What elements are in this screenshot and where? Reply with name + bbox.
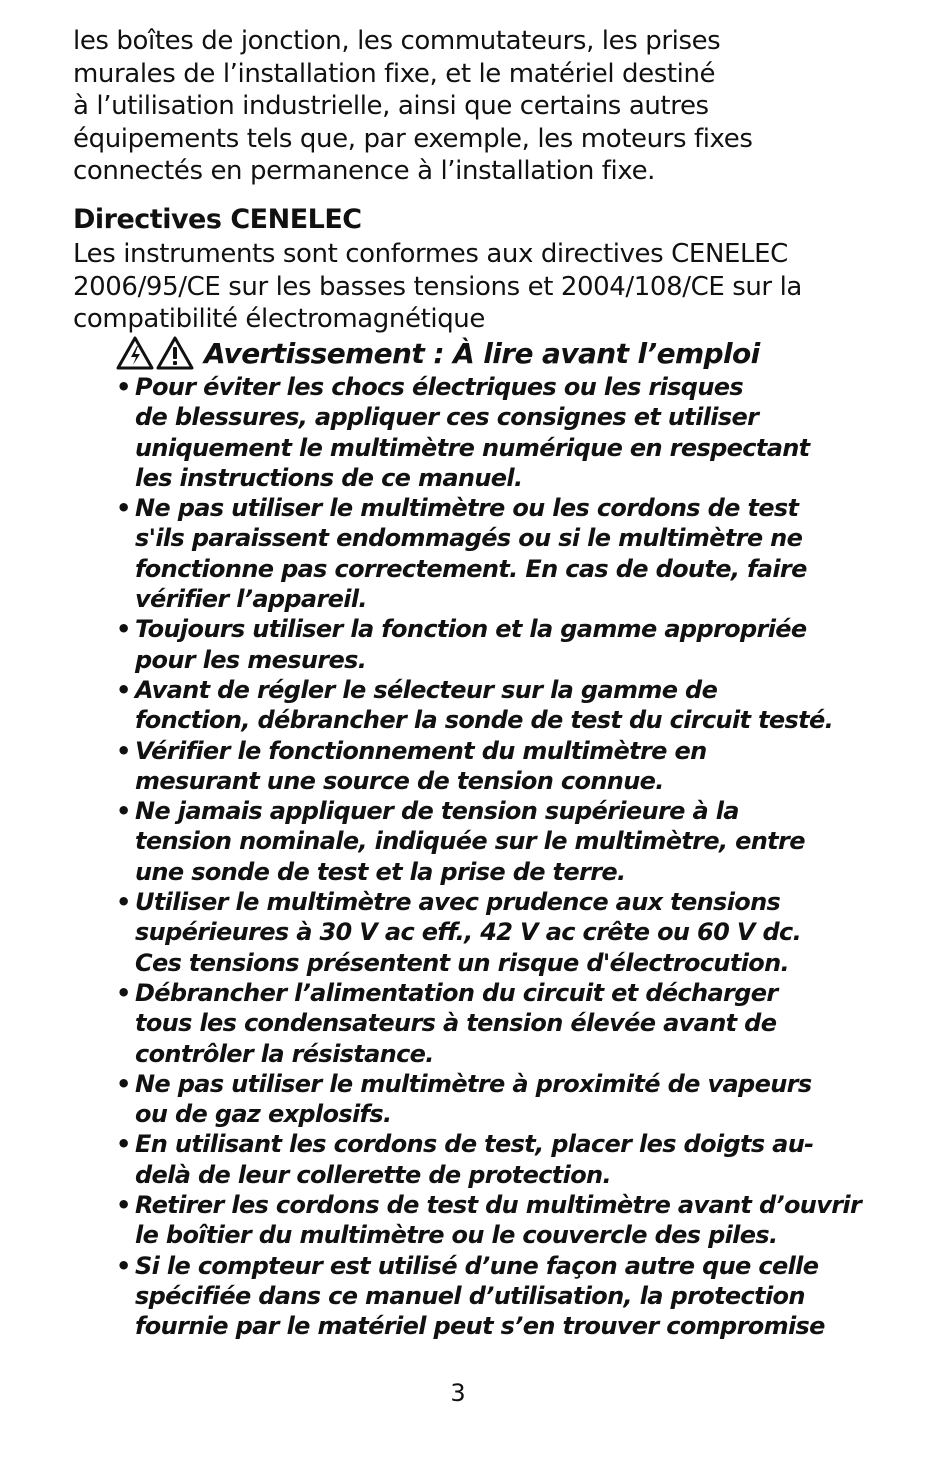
page-number: 3: [450, 1379, 466, 1407]
intro-line: connectés en permanence à l’installation fixe.: [73, 156, 656, 186]
warning-item-line: pour les mesures.: [135, 645, 367, 674]
bullet-marker: •: [116, 888, 132, 917]
intro-line: à l’utilisation industrielle, ainsi que certains autres: [73, 91, 709, 121]
warning-item-line: Utiliser le multimètre avec prudence aux tensions: [135, 888, 781, 917]
warning-item-line: Si le compteur est utilisé d’une façon autre que celle: [135, 1251, 819, 1280]
warning-icons: [116, 336, 194, 370]
warning-item-line: ou de gaz explosifs.: [135, 1100, 392, 1129]
warning-item-line: Avant de régler le sélecteur sur la gamme de: [135, 675, 718, 704]
warning-list: [116, 372, 896, 1342]
warning-item-line: Toujours utiliser la fonction et la gamme appropriée: [135, 615, 807, 644]
warning-list-item: [116, 1129, 896, 1190]
warning-title: [116, 333, 760, 373]
warning-item-line: mesurant une source de tension connue.: [135, 766, 664, 795]
bullet-marker: •: [116, 797, 132, 826]
warning-item-line: fournie par le matériel peut s’en trouver compromise: [135, 1312, 825, 1341]
cenelec-line: compatibilité électromagnétique: [73, 304, 485, 334]
bullet-marker: •: [116, 1191, 132, 1220]
warning-item-line: fonctionne pas correctement. En cas de doute, faire: [135, 554, 807, 583]
warning-item-line: le boîtier du multimètre ou le couvercle des piles.: [135, 1221, 778, 1250]
warning-item-line: contrôler la résistance.: [135, 1039, 434, 1068]
warning-item-line: uniquement le multimètre numérique en respectant: [135, 433, 810, 462]
warning-item-line: Ne pas utiliser le multimètre ou les cordons de test: [135, 494, 799, 523]
warning-item-line: fonction, débrancher la sonde de test du circuit testé.: [135, 706, 834, 735]
intro-paragraph: [73, 25, 873, 188]
intro-line: les boîtes de jonction, les commutateurs, les prises: [73, 26, 721, 56]
warning-list-item: [116, 1069, 896, 1130]
cenelec-line: Les instruments sont conformes aux directives CENELEC: [73, 239, 788, 269]
cenelec-line: 2006/95/CE sur les basses tensions et 2004/108/CE sur la: [73, 271, 802, 302]
bullet-marker: •: [116, 1130, 132, 1159]
intro-line: équipements tels que, par exemple, les moteurs fixes: [73, 123, 753, 154]
warning-list-item: [116, 736, 896, 797]
bullet-marker: •: [116, 615, 132, 644]
warning-list-item: [116, 796, 896, 887]
warning-item-line: une sonde de test et la prise de terre.: [135, 857, 626, 886]
warning-list-item: [116, 675, 896, 736]
warning-list-item: [116, 1251, 896, 1342]
warning-item-line: Pour éviter les chocs électriques ou les risques: [135, 373, 744, 401]
warning-item-line: Vérifier le fonctionnement du multimètre en: [135, 736, 707, 765]
warning-list-item: [116, 1190, 896, 1251]
warning-item-line: tension nominale, indiquée sur le multimètre, entre: [135, 827, 805, 856]
warning-item-line: tous les condensateurs à tension élevée avant de: [135, 1009, 777, 1038]
warning-item-line: les instructions de ce manuel.: [135, 463, 523, 492]
electric-shock-warning-icon: [116, 336, 154, 370]
cenelec-heading: Directives CENELEC: [73, 204, 362, 235]
warning-item-line: spécifiée dans ce manuel d’utilisation, la protection: [135, 1281, 805, 1310]
warning-title-text: Avertissement : À lire avant l’emploi: [204, 336, 760, 370]
caution-warning-icon: [156, 336, 194, 370]
bullet-marker: •: [116, 373, 132, 401]
bullet-marker: •: [116, 1251, 132, 1280]
bullet-marker: •: [116, 675, 132, 704]
bullet-marker: •: [116, 978, 132, 1007]
warning-item-line: Ne jamais appliquer de tension supérieure à la: [135, 797, 739, 826]
intro-line: murales de l’installation fixe, et le matériel destiné: [73, 58, 716, 89]
bullet-marker: •: [116, 494, 132, 523]
warning-item-line: vérifier l’appareil.: [135, 585, 367, 614]
bullet-marker: •: [116, 736, 132, 765]
cenelec-paragraph: [73, 238, 873, 336]
warning-list-item: [116, 372, 896, 493]
bullet-marker: •: [116, 1069, 132, 1098]
warning-item-line: Ces tensions présentent un risque d'électrocution.: [135, 948, 790, 977]
warning-item-line: delà de leur collerette de protection.: [135, 1160, 611, 1189]
warning-list-item: [116, 978, 896, 1069]
warning-list-item: [116, 887, 896, 978]
warning-item-line: En utilisant les cordons de test, placer les doigts au-: [135, 1130, 814, 1159]
warning-list-item: [116, 493, 896, 614]
warning-item-line: de blessures, appliquer ces consignes et utiliser: [135, 403, 759, 432]
warning-item-line: supérieures à 30 V ac eff., 42 V ac crête ou 60 V dc.: [135, 918, 802, 947]
warning-item-line: Débrancher l’alimentation du circuit et décharger: [135, 978, 778, 1007]
warning-item-line: Ne pas utiliser le multimètre à proximité de vapeurs: [135, 1069, 812, 1098]
warning-list-item: [116, 614, 896, 675]
warning-item-line: s'ils paraissent endommagés ou si le multimètre ne: [135, 524, 803, 553]
warning-item-line: Retirer les cordons de test du multimètre avant d’ouvrir: [135, 1191, 862, 1220]
